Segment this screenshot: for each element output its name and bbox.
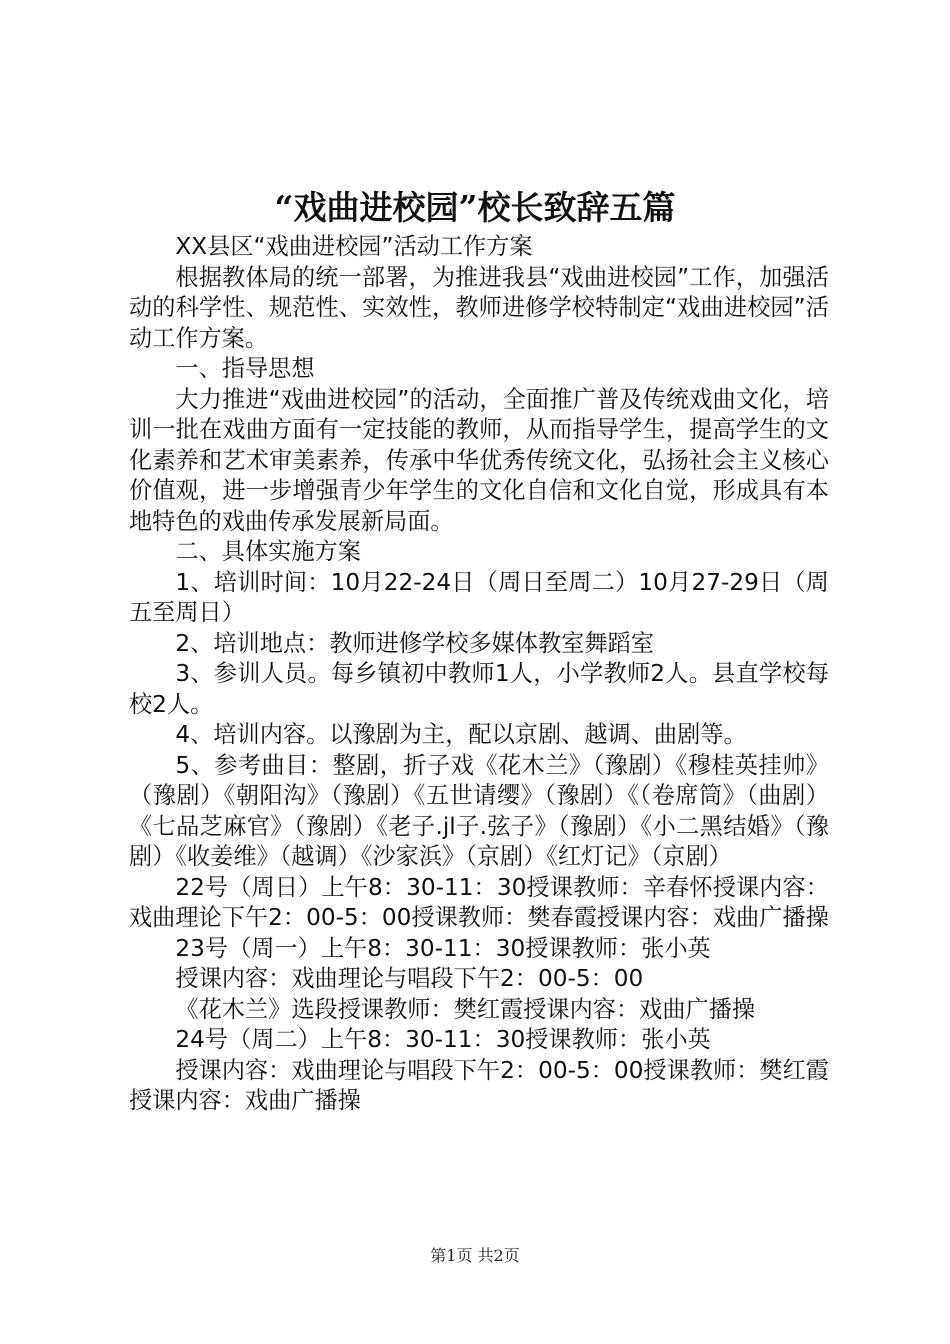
paragraph: 5、参考曲目：整剧，折子戏《花木兰》（豫剧）《穆桂英挂帅》（豫剧）《朝阳沟》（豫剧）《五世请缨》（豫剧）《（卷席筒》（曲剧）《七品芝麻官》（豫剧）《老子.jl子.弦子》（豫剧）《小二黑结婚》（豫剧）《收姜维》（越调）《沙家浜》（京剧）《红灯记》（京剧） <box>129 751 829 870</box>
document-title: “戏曲进校园”校长致辞五篇 <box>274 188 676 227</box>
paragraph: 授课内容：戏曲理论与唱段下午2：00-5：00 <box>175 965 644 992</box>
paragraph: 3、参训人员。每乡镇初中教师1人，小学教师2人。县直学校每校2人。 <box>129 660 829 718</box>
paragraph: 根据教体局的统一部署，为推进我县“戏曲进校园”工作，加强活动的科学性、规范性、实效性，教师进修学校特制定“戏曲进校园”活动工作方案。 <box>129 263 829 352</box>
paragraph: XX县区“戏曲进校园”活动工作方案 <box>175 233 533 260</box>
paragraph: 1、培训时间：10月22-24日（周日至周二）10月27-29日（周五至周日） <box>129 568 829 626</box>
paragraph: 24号（周二）上午8：30-11：30授课教师：张小英 <box>175 1026 711 1053</box>
paragraph: 23号（周一）上午8：30-11：30授课教师：张小英 <box>175 934 711 962</box>
paragraph: 22号（周日）上午8：30-11：30授课教师：辛春怀授课内容：戏曲理论下午2：00-5：00授课教师：樊春霞授课内容：戏曲广播操 <box>129 873 829 931</box>
document-body <box>129 232 829 1117</box>
paragraph: 大力推进“戏曲进校园”的活动，全面推广普及传统戏曲文化，培训一批在戏曲方面有一定技能的教师，从而指导学生，提高学生的文化素养和艺术审美素养，传承中华优秀传统文化，弘扬社会主义核心价值观，进一步增强青少年学生的文化自信和文化自觉，形成具有本地特色的戏曲传承发展新局面。 <box>129 385 829 535</box>
paragraph: 2、培训地点：教师进修学校多媒体教室舞蹈室 <box>175 629 654 657</box>
paragraph: 二、具体实施方案 <box>175 538 361 565</box>
paragraph: 授课内容：戏曲理论与唱段下午2：00-5：00授课教师：樊红霞授课内容：戏曲广播操 <box>129 1056 829 1114</box>
paragraph: 《花木兰》选段授课教师：樊红霞授课内容：戏曲广播操 <box>175 995 756 1023</box>
paragraph: 4、培训内容。以豫剧为主，配以京剧、越调、曲剧等。 <box>175 721 747 748</box>
page-footer: 第1页 共2页 <box>430 1246 520 1265</box>
paragraph: 一、指导思想 <box>175 355 315 382</box>
